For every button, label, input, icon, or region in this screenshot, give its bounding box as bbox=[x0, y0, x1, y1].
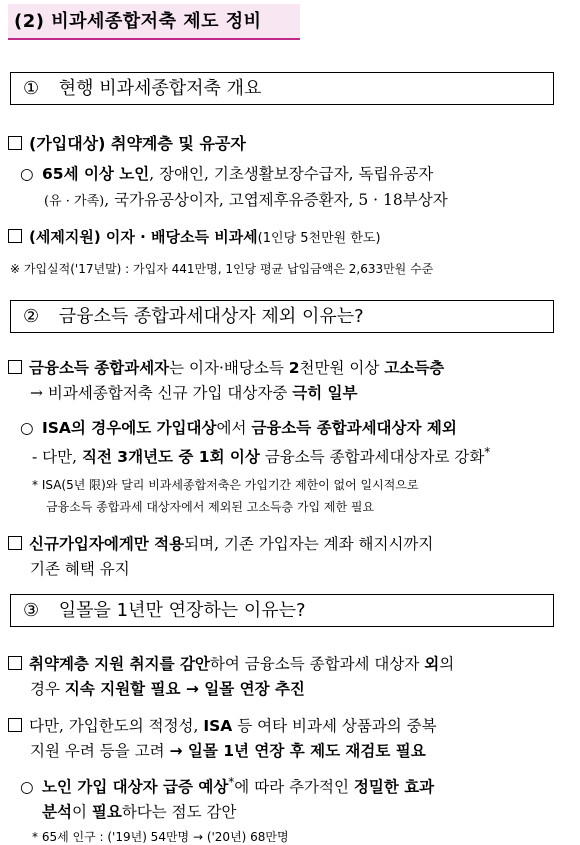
s2-para-5-line-2: 기존 혜택 유지 bbox=[30, 560, 130, 578]
bullet-circle-icon: ○ bbox=[20, 419, 34, 437]
s2-para-1: 금융소득 종합과세자는 이자·배당소득 2천만원 이상 고소득층 bbox=[8, 356, 580, 378]
section-3-number: ③ bbox=[23, 600, 40, 621]
s3-para-2: 다만, 가입한도의 적정성, ISA 등 여타 비과세 상품과의 중복 bbox=[8, 714, 580, 736]
section-3-title: 일몰을 1년만 연장하는 이유는? bbox=[58, 600, 306, 621]
checkbox-square-icon bbox=[8, 718, 22, 732]
target-line-1: ○ 65세 이상 노인, 장애인, 기초생활보장수급자, 독립유공자 bbox=[20, 165, 434, 183]
s3-para-1: 취약계층 지원 취지를 감안하여 금융소득 종합과세 대상자 외의 bbox=[8, 652, 580, 674]
section-1-number: ① bbox=[23, 78, 40, 99]
s3-para-1-line-2: 경우 지속 지원할 필요 → 일몰 연장 추진 bbox=[30, 680, 305, 698]
checkbox-square-icon bbox=[8, 536, 22, 550]
tax-heading: (세제지원) 이자 · 배당소득 비과세(1인당 5천만원 한도) bbox=[8, 226, 580, 247]
checkbox-square-icon bbox=[8, 136, 22, 150]
section-2-number: ② bbox=[23, 306, 40, 327]
section-2-header bbox=[10, 300, 554, 333]
section-1-title: 현행 비과세종합저축 개요 bbox=[58, 78, 262, 99]
checkbox-square-icon bbox=[8, 656, 22, 670]
s2-para-1-line-2: → 비과세종합저축 신규 가입 대상자중 극히 일부 bbox=[30, 384, 358, 402]
section-3-header bbox=[10, 594, 554, 627]
enrollment-note: ※ 가입실적('17년말) : 가입자 441만명, 1인당 평균 납입금액은 2,633만원 수준 bbox=[10, 262, 434, 276]
checkbox-square-icon bbox=[8, 229, 22, 243]
section-2-title: 금융소득 종합과세대상자 제외 이유는? bbox=[58, 306, 364, 327]
s3-footnote: * 65세 인구 : ('19년) 54만명 → ('20년) 68만명 bbox=[32, 830, 289, 844]
s3-para-3-line-2: 분석이 필요하다는 점도 감안 bbox=[42, 803, 237, 821]
bullet-circle-icon: ○ bbox=[20, 165, 34, 183]
checkbox-square-icon bbox=[8, 360, 22, 374]
target-line-2: (유 · 가족), 국가유공상이자, 고엽제후유증환자, 5 · 18부상자 bbox=[44, 191, 448, 209]
bullet-circle-icon: ○ bbox=[20, 778, 34, 797]
s2-footnote-line-2: 금융소득 종합과세 대상자에서 제외된 고소득층 가입 제한 필요 bbox=[46, 500, 375, 514]
section-1-header bbox=[10, 72, 554, 105]
s2-footnote-line-1: * ISA(5년 限)와 달리 비과세종합저축은 가입기간 제한이 없어 일시적으로 bbox=[32, 478, 419, 492]
s3-para-2-line-2: 지원 우려 등을 고려 → 일몰 1년 연장 후 제도 재검토 필요 bbox=[30, 742, 426, 760]
target-heading: (가입대상) 취약계층 및 유공자 bbox=[8, 131, 580, 154]
section-title: (2) 비과세종합저축 제도 정비 bbox=[8, 4, 300, 40]
s2-para-5: 신규가입자에게만 적용되며, 기존 가입자는 계좌 해지시까지 bbox=[8, 532, 580, 554]
s2-para-3: - 다만, 직전 3개년도 중 1회 이상 금융소득 종합과세대상자로 강화* bbox=[32, 445, 491, 467]
s3-para-3: ○ 노인 가입 대상자 급증 예상*에 따라 추가적인 정밀한 효과 bbox=[20, 775, 435, 797]
s2-para-2: ○ ISA의 경우에도 가입대상에서 금융소득 종합과세대상자 제외 bbox=[20, 419, 457, 437]
